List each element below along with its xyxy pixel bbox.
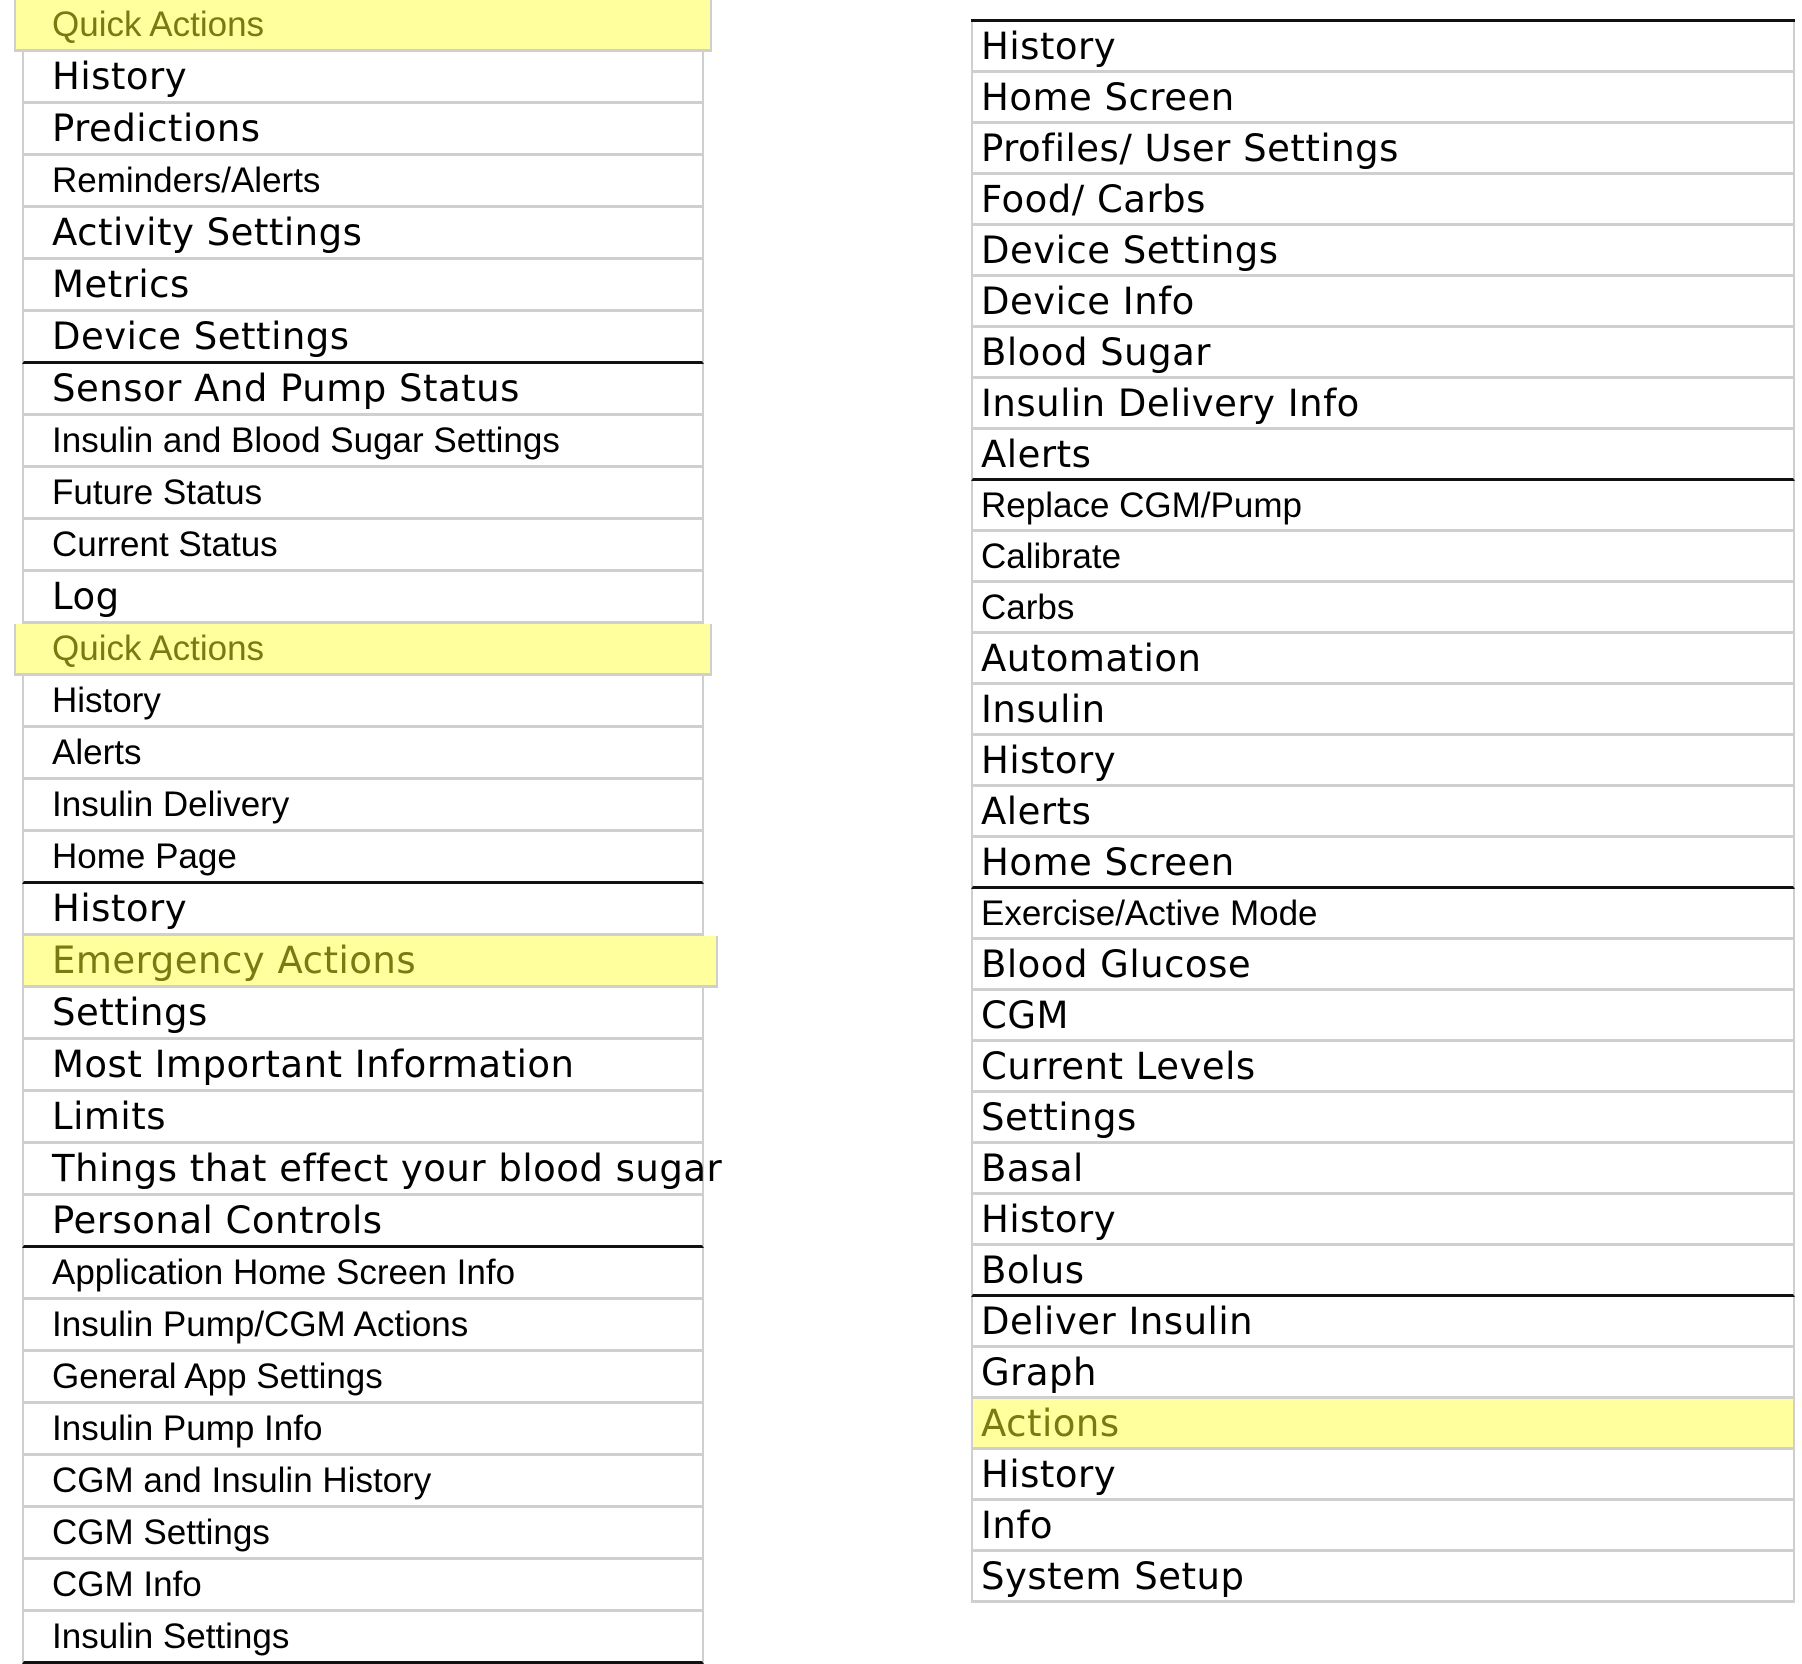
card-row-history[interactable] bbox=[22, 676, 704, 728]
card-row-info[interactable] bbox=[971, 1501, 1795, 1552]
card-row-insulin-and-blood-sugar-settings[interactable] bbox=[22, 416, 704, 468]
card-row-food-carbs[interactable] bbox=[971, 175, 1795, 226]
card-row-automation[interactable] bbox=[971, 634, 1795, 685]
card-row-current-levels[interactable] bbox=[971, 1042, 1795, 1093]
card-row-alerts[interactable] bbox=[971, 430, 1795, 481]
card-label: Automation bbox=[981, 636, 1202, 680]
card-row-cgm-and-insulin-history[interactable] bbox=[22, 1456, 704, 1508]
card-label: Home Screen bbox=[981, 840, 1235, 884]
card-row-bolus[interactable] bbox=[971, 1246, 1795, 1297]
card-label: Graph bbox=[981, 1350, 1097, 1394]
card-row-blood-glucose[interactable] bbox=[971, 940, 1795, 991]
card-label: Insulin Settings bbox=[52, 1617, 290, 1656]
card-row-carbs[interactable] bbox=[971, 583, 1795, 634]
card-label: Actions bbox=[981, 1401, 1120, 1445]
card-label: Predictions bbox=[52, 107, 261, 150]
card-label: Insulin Pump/CGM Actions bbox=[52, 1305, 469, 1344]
card-label: Replace CGM/Pump bbox=[981, 485, 1302, 525]
card-label: History bbox=[981, 1197, 1117, 1241]
card-label: History bbox=[981, 24, 1117, 68]
card-row-home-page[interactable] bbox=[22, 832, 704, 884]
card-label: Current Status bbox=[52, 525, 278, 564]
card-label: Personal Controls bbox=[52, 1199, 383, 1242]
card-label: CGM Settings bbox=[52, 1513, 270, 1552]
card-row-device-settings[interactable] bbox=[22, 312, 704, 364]
card-label: Profiles/ User Settings bbox=[981, 126, 1399, 170]
card-label: CGM bbox=[981, 993, 1069, 1037]
card-row-home-screen[interactable] bbox=[971, 838, 1795, 889]
card-row-history[interactable] bbox=[971, 736, 1795, 787]
card-label: Exercise/Active Mode bbox=[981, 893, 1318, 933]
card-label: Alerts bbox=[981, 789, 1092, 833]
card-row-general-app-settings[interactable] bbox=[22, 1352, 704, 1404]
card-label: Blood Sugar bbox=[981, 330, 1211, 374]
card-label: Home Screen bbox=[981, 75, 1235, 119]
card-label: Insulin bbox=[981, 687, 1106, 731]
card-row-history[interactable] bbox=[22, 52, 704, 104]
card-row-quick-actions[interactable] bbox=[14, 624, 712, 676]
card-label: Emergency Actions bbox=[52, 939, 417, 982]
left-label-list bbox=[22, 0, 723, 1664]
card-label: Alerts bbox=[52, 733, 142, 772]
card-label: Settings bbox=[52, 991, 208, 1034]
card-row-home-screen[interactable] bbox=[971, 73, 1795, 124]
card-label: Quick Actions bbox=[52, 629, 265, 668]
card-row-calibrate[interactable] bbox=[971, 532, 1795, 583]
card-row-history[interactable] bbox=[971, 1450, 1795, 1501]
card-row-basal[interactable] bbox=[971, 1144, 1795, 1195]
card-label: Bolus bbox=[981, 1248, 1085, 1292]
card-label: CGM and Insulin History bbox=[52, 1461, 432, 1500]
card-label: Insulin and Blood Sugar Settings bbox=[52, 421, 560, 460]
card-row-alerts[interactable] bbox=[22, 728, 704, 780]
card-row-personal-controls[interactable] bbox=[22, 1196, 704, 1248]
card-row-things-that-effect-your-blood-sugar[interactable] bbox=[22, 1144, 723, 1196]
card-row-cgm-settings[interactable] bbox=[22, 1508, 704, 1560]
card-row-graph[interactable] bbox=[971, 1348, 1795, 1399]
card-label: Food/ Carbs bbox=[981, 177, 1206, 221]
card-label: Insulin Delivery bbox=[52, 785, 290, 824]
card-label: Metrics bbox=[52, 263, 190, 306]
card-label: Calibrate bbox=[981, 536, 1122, 576]
card-label: Basal bbox=[981, 1146, 1084, 1190]
card-row-deliver-insulin[interactable] bbox=[971, 1297, 1795, 1348]
card-label: Device Settings bbox=[52, 315, 350, 358]
card-label: Sensor And Pump Status bbox=[52, 367, 520, 410]
card-label: Application Home Screen Info bbox=[52, 1253, 516, 1292]
right-label-list bbox=[971, 19, 1795, 1603]
card-row-metrics[interactable] bbox=[22, 260, 704, 312]
card-label: Carbs bbox=[981, 587, 1075, 627]
card-row-cgm[interactable] bbox=[971, 991, 1795, 1042]
card-label: Alerts bbox=[981, 432, 1092, 476]
card-row-most-important-information[interactable] bbox=[22, 1040, 704, 1092]
card-label: Activity Settings bbox=[52, 211, 363, 254]
card-label: Device Settings bbox=[981, 228, 1279, 272]
card-label: Settings bbox=[981, 1095, 1137, 1139]
card-label: Future Status bbox=[52, 473, 263, 512]
card-row-future-status[interactable] bbox=[22, 468, 704, 520]
card-label: History bbox=[981, 1452, 1117, 1496]
card-label: History bbox=[52, 55, 188, 98]
card-row-reminders-alerts[interactable] bbox=[22, 156, 704, 208]
card-row-insulin[interactable] bbox=[971, 685, 1795, 736]
card-row-cgm-info[interactable] bbox=[22, 1560, 704, 1612]
card-row-insulin-pump-info[interactable] bbox=[22, 1404, 704, 1456]
card-label: Insulin Pump Info bbox=[52, 1409, 323, 1448]
card-label: System Setup bbox=[981, 1554, 1245, 1598]
card-row-replace-cgm-pump[interactable] bbox=[971, 481, 1795, 532]
card-row-settings[interactable] bbox=[971, 1093, 1795, 1144]
card-label: Insulin Delivery Info bbox=[981, 381, 1360, 425]
card-row-system-setup[interactable] bbox=[971, 1552, 1795, 1603]
card-row-current-status[interactable] bbox=[22, 520, 704, 572]
card-row-device-settings[interactable] bbox=[971, 226, 1795, 277]
card-row-limits[interactable] bbox=[22, 1092, 704, 1144]
card-label: Limits bbox=[52, 1095, 166, 1138]
card-label: Things that effect your blood sugar bbox=[52, 1147, 723, 1190]
card-row-history[interactable] bbox=[971, 22, 1795, 73]
card-label: Home Page bbox=[52, 837, 237, 876]
card-row-quick-actions[interactable] bbox=[14, 0, 712, 52]
card-row-predictions[interactable] bbox=[22, 104, 704, 156]
card-label: History bbox=[981, 738, 1117, 782]
card-row-insulin-delivery[interactable] bbox=[22, 780, 704, 832]
card-row-actions[interactable] bbox=[971, 1399, 1795, 1450]
card-label: Device Info bbox=[981, 279, 1195, 323]
card-row-blood-sugar[interactable] bbox=[971, 328, 1795, 379]
card-row-exercise-active-mode[interactable] bbox=[971, 889, 1795, 940]
card-label: History bbox=[52, 887, 188, 930]
card-label: Current Levels bbox=[981, 1044, 1256, 1088]
card-row-application-home-screen-info[interactable] bbox=[22, 1248, 704, 1300]
card-row-log[interactable] bbox=[22, 572, 704, 624]
card-label: Info bbox=[981, 1503, 1054, 1547]
card-label: Most Important Information bbox=[52, 1043, 575, 1086]
card-row-sensor-and-pump-status[interactable] bbox=[22, 364, 704, 416]
card-label: CGM Info bbox=[52, 1565, 202, 1604]
card-row-history[interactable] bbox=[971, 1195, 1795, 1246]
card-row-settings[interactable] bbox=[22, 988, 704, 1040]
card-label: History bbox=[52, 681, 161, 720]
card-label: Deliver Insulin bbox=[981, 1299, 1254, 1343]
card-row-insulin-delivery-info[interactable] bbox=[971, 379, 1795, 430]
card-row-device-info[interactable] bbox=[971, 277, 1795, 328]
card-label: Reminders/Alerts bbox=[52, 161, 321, 200]
card-row-history[interactable] bbox=[22, 884, 704, 936]
card-label: Log bbox=[52, 575, 120, 618]
card-label: Quick Actions bbox=[52, 5, 265, 44]
card-row-alerts[interactable] bbox=[971, 787, 1795, 838]
card-row-emergency-actions[interactable] bbox=[22, 936, 718, 988]
card-row-activity-settings[interactable] bbox=[22, 208, 704, 260]
card-label: Blood Glucose bbox=[981, 942, 1252, 986]
card-row-insulin-pump-cgm-actions[interactable] bbox=[22, 1300, 704, 1352]
card-label: General App Settings bbox=[52, 1357, 383, 1396]
card-row-profiles-user-settings[interactable] bbox=[971, 124, 1795, 175]
